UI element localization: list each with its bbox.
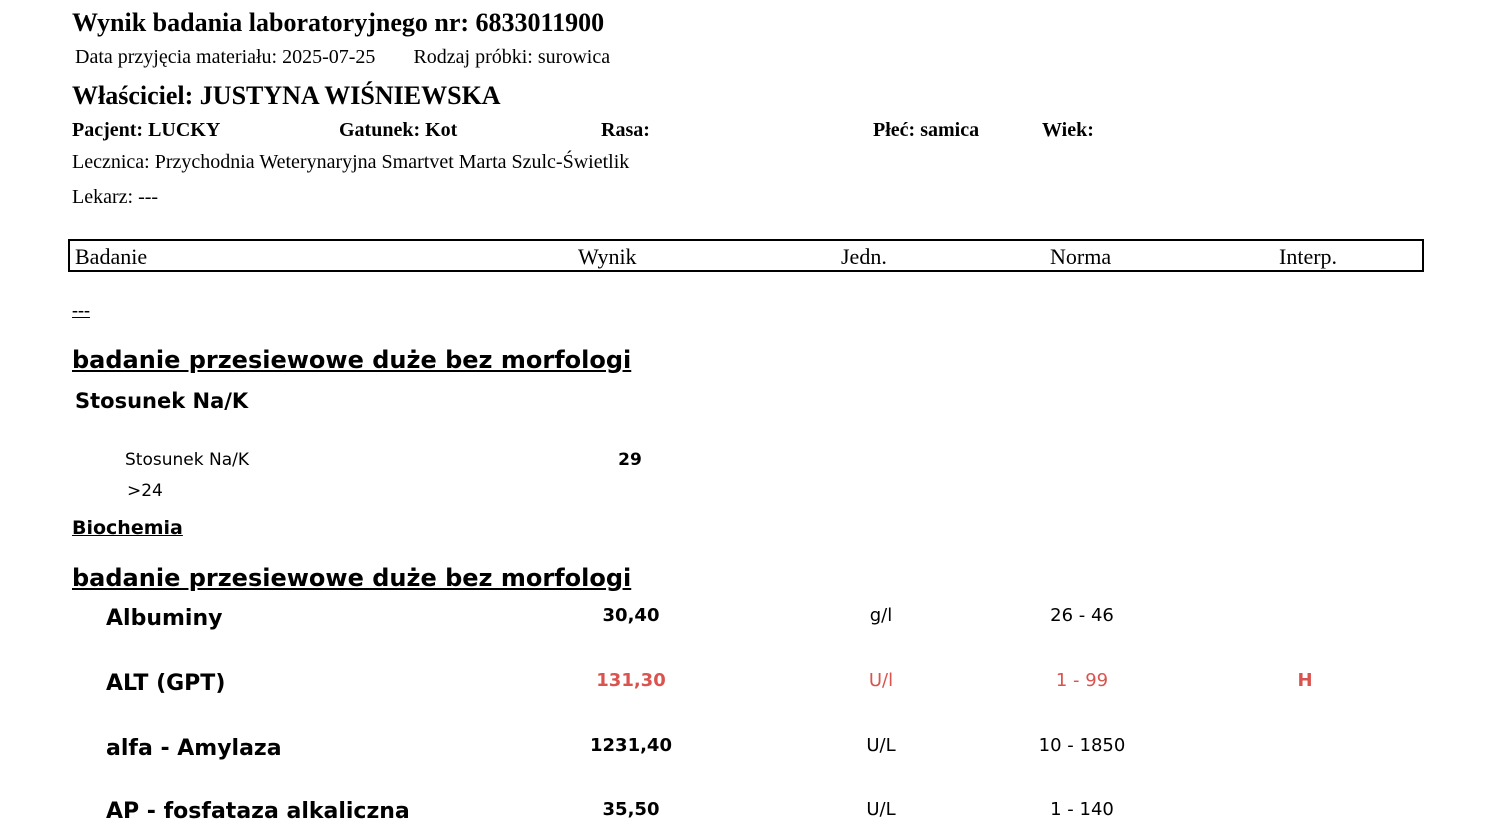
- column-header-result: Wynik: [578, 244, 637, 269]
- patient-species: Gatunek: Kot: [339, 119, 458, 141]
- result-name: alfa - Amylaza: [106, 736, 282, 761]
- result-norm: >24: [127, 481, 163, 501]
- result-flag: H: [1297, 670, 1313, 691]
- receipt-date-label: Data przyjęcia materiału:: [75, 46, 278, 68]
- result-name: Stosunek Na/K: [125, 450, 249, 470]
- result-unit: U/L: [866, 735, 896, 756]
- clinic-name: Lecznica: Przychodnia Weterynaryjna Smartvet Marta Szulc-Świetlik: [72, 151, 630, 173]
- column-header-unit: Jedn.: [841, 244, 887, 269]
- column-header-interp: Interp.: [1279, 244, 1338, 269]
- result-norm: 10 - 1850: [1038, 735, 1126, 756]
- group-title-biochemia: Biochemia: [72, 517, 183, 539]
- report-title: Wynik badania laboratoryjnego nr: 6833011900: [72, 8, 605, 37]
- patient-sex: Płeć: samica: [873, 119, 980, 141]
- section-title: badanie przesiewowe duże bez morfologi: [72, 346, 632, 374]
- patient-age: Wiek:: [1042, 119, 1094, 141]
- result-norm: 1 - 99: [1055, 670, 1109, 691]
- result-unit: g/l: [869, 605, 893, 626]
- doctor-name: Lekarz: ---: [72, 186, 159, 208]
- empty-group-marker: ---: [72, 300, 90, 320]
- result-value: 131,30: [596, 670, 666, 691]
- column-header-norm: Norma: [1050, 244, 1112, 269]
- result-name: ALT (GPT): [106, 671, 226, 696]
- result-value: 30,40: [602, 605, 660, 626]
- result-value: 29: [618, 450, 642, 470]
- result-name: Albuminy: [106, 606, 223, 631]
- result-norm: 26 - 46: [1050, 605, 1114, 626]
- patient-name: Pacjent: LUCKY: [72, 119, 221, 141]
- section-title: badanie przesiewowe duże bez morfologi: [72, 564, 632, 592]
- result-value: 35,50: [602, 799, 660, 820]
- owner-name: Właściciel: JUSTYNA WIŚNIEWSKA: [72, 81, 501, 110]
- patient-breed: Rasa:: [601, 119, 650, 141]
- results-table-header: [68, 239, 1424, 272]
- result-value: 1231,40: [590, 735, 672, 756]
- sample-type-label: Rodzaj próbki:: [413, 46, 533, 68]
- result-unit: U/l: [868, 670, 894, 691]
- subsection-title: Stosunek Na/K: [75, 389, 249, 413]
- sample-type-value: surowica: [537, 46, 611, 68]
- sample-meta: [75, 46, 610, 69]
- result-unit: U/L: [866, 799, 896, 820]
- result-norm: 1 - 140: [1050, 799, 1114, 820]
- result-name: AP - fosfataza alkaliczna: [106, 799, 410, 824]
- column-header-test: Badanie: [75, 244, 148, 269]
- receipt-date-value: 2025-07-25: [282, 46, 376, 68]
